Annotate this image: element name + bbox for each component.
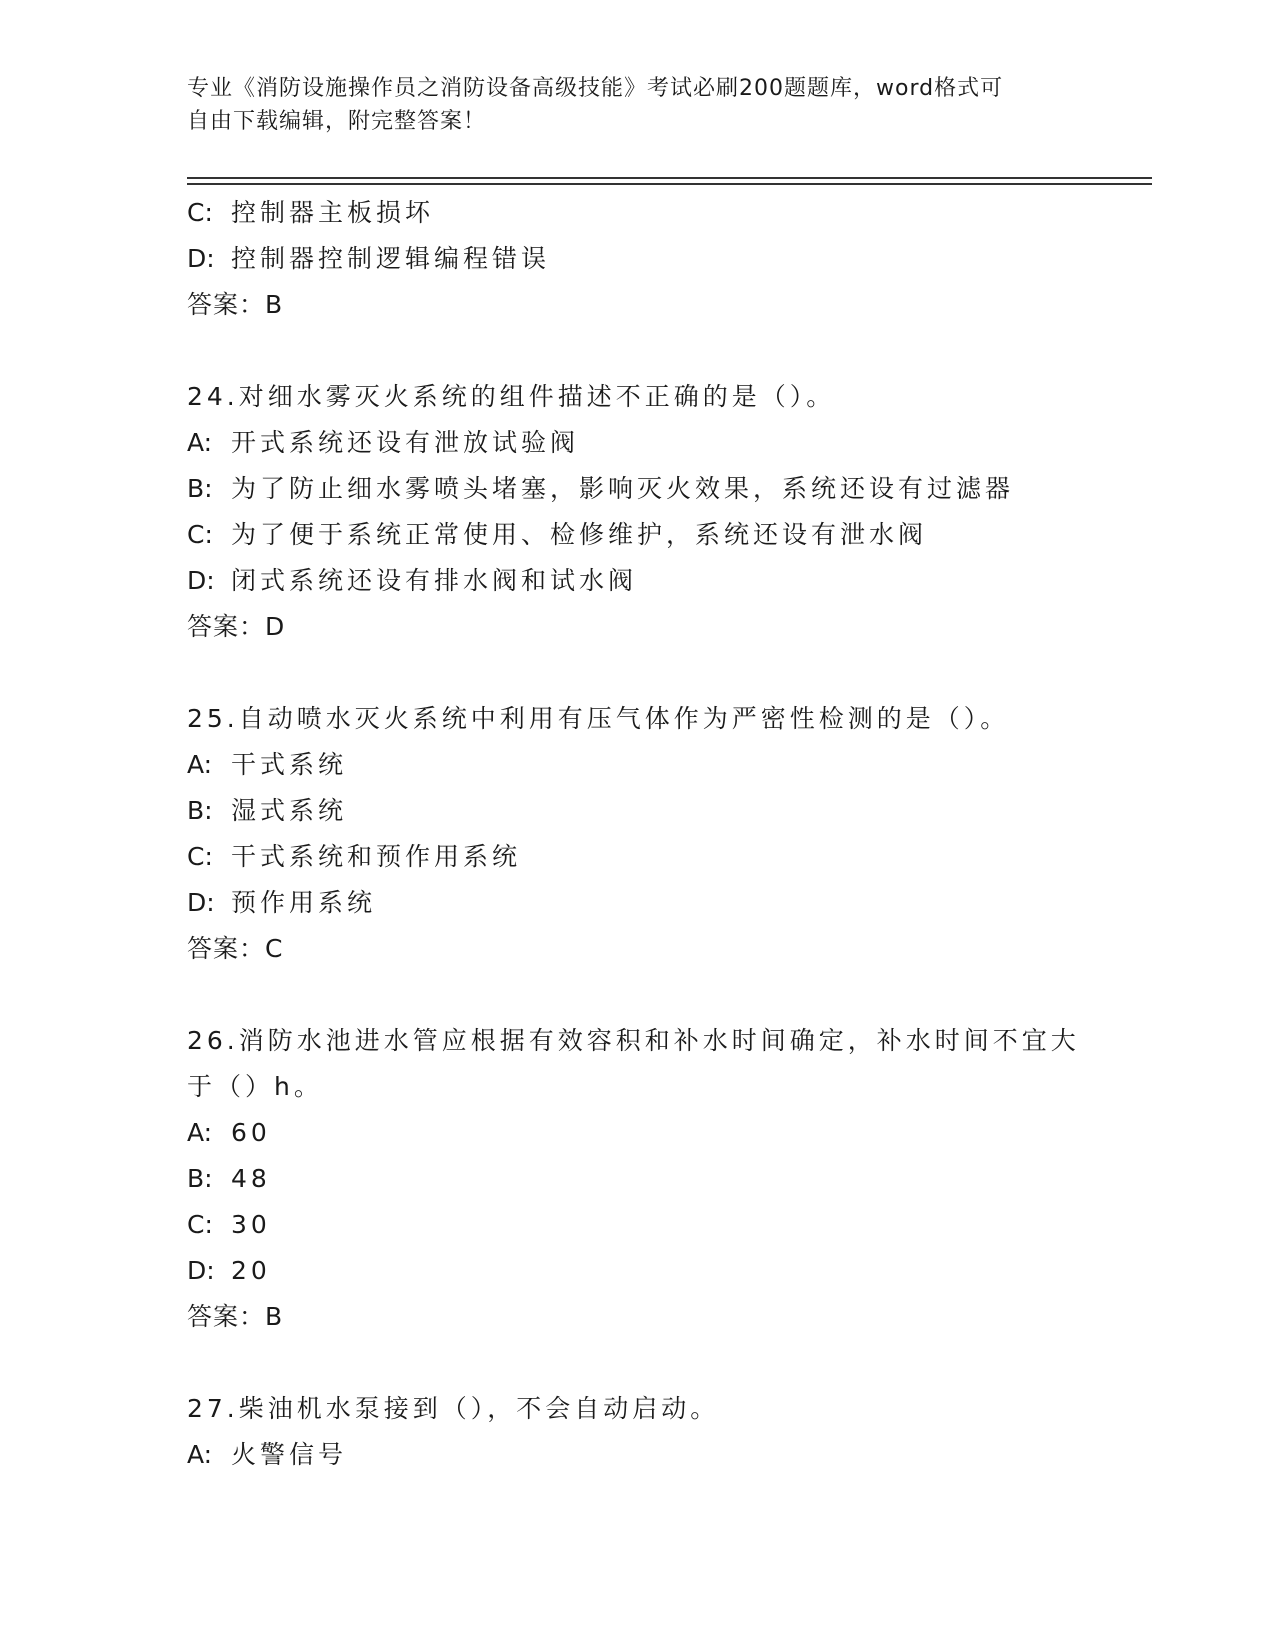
document-header — [187, 72, 1067, 138]
option-line — [187, 880, 1147, 926]
spacer — [187, 1340, 1147, 1386]
option-text: 闭式系统还设有排水阀和试水阀 — [231, 566, 638, 595]
option-text: 干式系统 — [231, 750, 348, 779]
option-label: D: — [187, 566, 215, 595]
spacer — [187, 972, 1147, 1018]
option-label: C: — [187, 198, 213, 227]
option-label: A: — [187, 1118, 213, 1147]
answer-line: 答案：B — [187, 1302, 284, 1331]
option-label: D: — [187, 244, 215, 273]
option-line — [187, 834, 1147, 880]
option-label: A: — [187, 750, 213, 779]
answer-line: 答案：B — [187, 290, 284, 319]
option-label: A: — [187, 1440, 213, 1469]
option-text: 火警信号 — [231, 1440, 348, 1469]
option-text: 20 — [231, 1256, 271, 1285]
option-label: C: — [187, 520, 213, 549]
option-text: 预作用系统 — [231, 888, 377, 917]
option-line — [187, 1202, 1147, 1248]
option-text: 控制器控制逻辑编程错误 — [231, 244, 551, 273]
option-label: C: — [187, 1210, 213, 1239]
option-line — [187, 1248, 1147, 1294]
question-stem: 26.消防水池进水管应根据有效容积和补水时间确定，补水时间不宜大 — [187, 1026, 1080, 1055]
spacer — [187, 328, 1147, 374]
question-stem: 25.自动喷水灭火系统中利用有压气体作为严密性检测的是（）。 — [187, 704, 1010, 733]
option-label: B: — [187, 796, 213, 825]
answer-line: 答案：C — [187, 934, 284, 963]
option-label: C: — [187, 842, 213, 871]
option-line — [187, 558, 1147, 604]
header-divider-bottom — [187, 183, 1152, 185]
option-text: 湿式系统 — [231, 796, 348, 825]
option-line — [187, 1110, 1147, 1156]
answer-line: 答案：D — [187, 612, 286, 641]
option-line — [187, 420, 1147, 466]
option-text: 开式系统还设有泄放试验阀 — [231, 428, 580, 457]
header-line-1: 专业《消防设施操作员之消防设备高级技能》考试必刷200题题库，word格式可 — [187, 76, 1004, 101]
option-line — [187, 788, 1147, 834]
option-text: 30 — [231, 1210, 271, 1239]
option-line — [187, 512, 1147, 558]
question-stem: 27.柴油机水泵接到（），不会自动启动。 — [187, 1394, 720, 1423]
question-content — [187, 190, 1147, 1478]
spacer — [187, 650, 1147, 696]
option-line — [187, 236, 1147, 282]
header-divider-top — [187, 177, 1152, 179]
option-text: 控制器主板损坏 — [231, 198, 435, 227]
option-line — [187, 466, 1147, 512]
option-line — [187, 1432, 1147, 1478]
option-text: 48 — [231, 1164, 271, 1193]
question-stem-continued: 于（）h。 — [187, 1072, 323, 1101]
header-line-2: 自由下载编辑，附完整答案！ — [187, 109, 487, 134]
option-label: D: — [187, 1256, 215, 1285]
option-line — [187, 190, 1147, 236]
option-label: A: — [187, 428, 213, 457]
option-label: B: — [187, 1164, 213, 1193]
option-text: 60 — [231, 1118, 271, 1147]
option-label: D: — [187, 888, 215, 917]
option-label: B: — [187, 474, 213, 503]
question-stem: 24.对细水雾灭火系统的组件描述不正确的是（）。 — [187, 382, 836, 411]
option-text: 为了防止细水雾喷头堵塞，影响灭火效果，系统还设有过滤器 — [231, 474, 1015, 503]
option-text: 干式系统和预作用系统 — [231, 842, 522, 871]
option-line — [187, 742, 1147, 788]
option-text: 为了便于系统正常使用、检修维护，系统还设有泄水阀 — [231, 520, 928, 549]
option-line — [187, 1156, 1147, 1202]
